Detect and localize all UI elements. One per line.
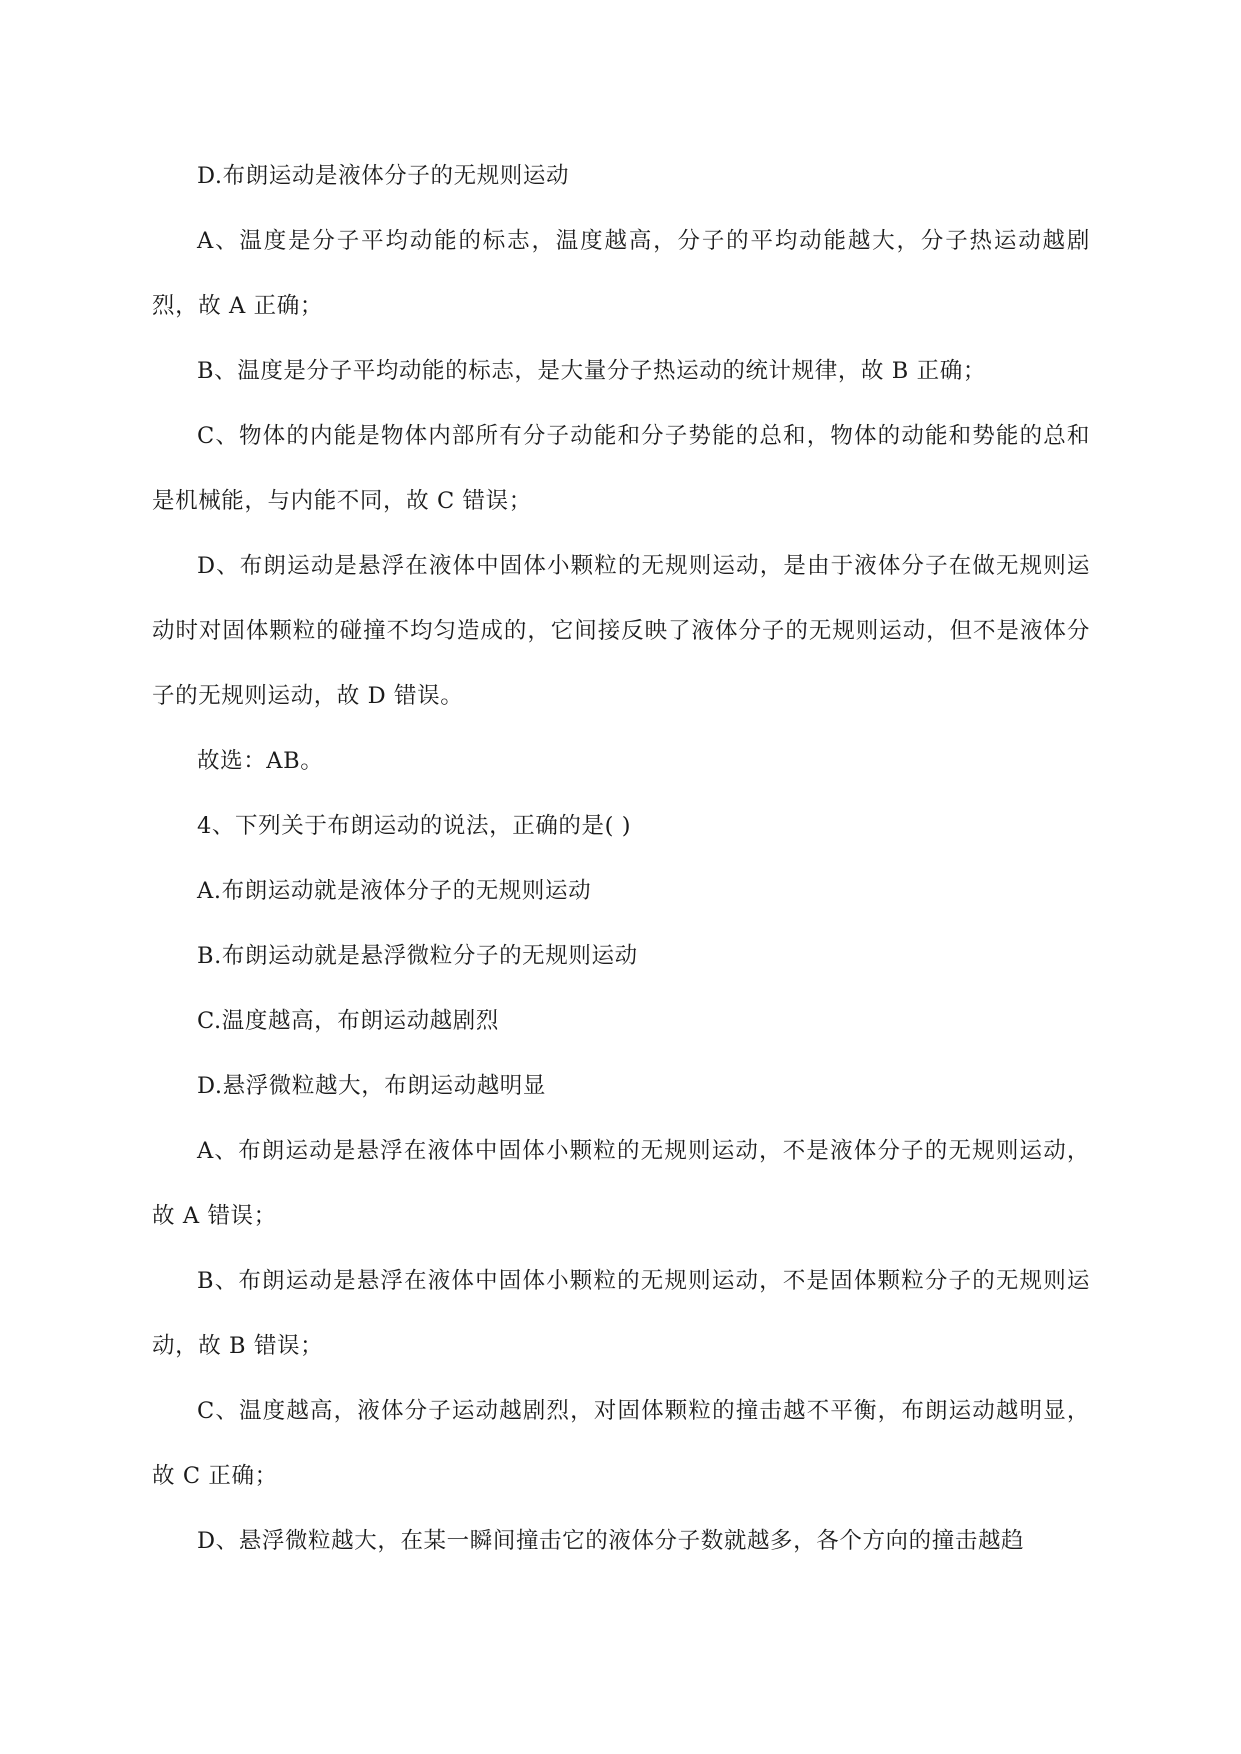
paragraph-option-d-prev: D.布朗运动是液体分子的无规则运动 (197, 163, 570, 189)
question-4-analysis-b: B、布朗运动是悬浮在液体中固体小颗粒的无规则运动，不是固体颗粒分子的无规则运动，故 B 错误； (152, 1268, 1090, 1359)
question-4-option-c: C.温度越高，布朗运动越剧烈 (197, 1008, 499, 1034)
paragraph-answer: 故选：AB。 (197, 748, 324, 774)
question-4-analysis-a: A、布朗运动是悬浮在液体中固体小颗粒的无规则运动，不是液体分子的无规则运动，故 A 错误； (152, 1138, 1090, 1229)
question-4-option-a: A.布朗运动就是液体分子的无规则运动 (197, 878, 592, 904)
document-body (152, 144, 1090, 1574)
question-4-analysis-c: C、温度越高，液体分子运动越剧烈，对固体颗粒的撞击越不平衡，布朗运动越明显，故 C 正确； (152, 1398, 1090, 1489)
question-4-option-d: D.悬浮微粒越大，布朗运动越明显 (197, 1073, 546, 1099)
paragraph-analysis-b: B、温度是分子平均动能的标志，是大量分子热运动的统计规律，故 B 正确； (197, 358, 986, 384)
paragraph-analysis-c: C、物体的内能是物体内部所有分子动能和分子势能的总和，物体的动能和势能的总和是机械能，与内能不同，故 C 错误； (152, 423, 1090, 514)
question-4-option-b: B.布朗运动就是悬浮微粒分子的无规则运动 (197, 943, 638, 969)
paragraph-analysis-d: D、布朗运动是悬浮在液体中固体小颗粒的无规则运动，是由于液体分子在做无规则运动时对固体颗粒的碰撞不均匀造成的，它间接反映了液体分子的无规则运动，但不是液体分子的无规则运动，故 D 错误。 (152, 553, 1090, 709)
question-4-analysis-d: D、悬浮微粒越大，在某一瞬间撞击它的液体分子数就越多，各个方向的撞击越趋 (197, 1528, 1025, 1554)
paragraph-analysis-a: A、温度是分子平均动能的标志，温度越高，分子的平均动能越大，分子热运动越剧烈，故 A 正确； (152, 228, 1090, 319)
question-4: 4、下列关于布朗运动的说法，正确的是( ) (197, 813, 632, 839)
